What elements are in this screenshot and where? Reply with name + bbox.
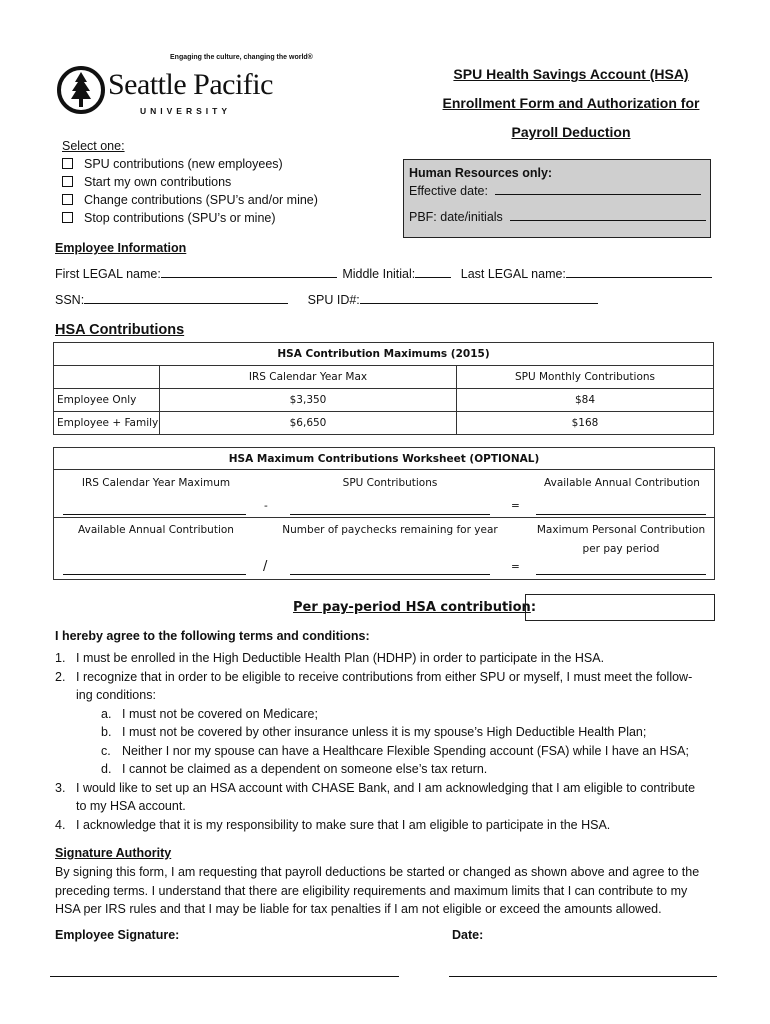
checkbox[interactable] [62,212,73,223]
hsa-worksheet: HSA Maximum Contributions Worksheet (OPTIONAL) IRS Calendar Year Maximum SPU Contributions Available Annual Contribution - = Available Annual Contribution Number of paychecks remaining for year Maximum Personal Contribution per pay period / = [53,447,715,580]
first-name-label: First LEGAL name: [55,267,161,281]
list-item: 1. I must be enrolled in the High Deductible Health Plan (HDHP) in order to participate in the HSA. [55,651,605,665]
list-item: 4. I acknowledge that it is my responsibility to make sure that I am eligible to participate in the HSA. [55,817,611,832]
terms-list: 1. I must be enrolled in the High Deductible Health Plan (HDHP) in order to participate in the HSA. 2. I recognize that in order to be eligible to receive contributions from either SPU or myself, I must meet the follow- ing conditions: a. I must not be covered on Medicare; b. I must not be covered by other insurance unless it is my spouse’s High Deductible Health Plan; c. Neither I nor my spouse can have a Healthcare Flexible Spending account (FSA) while I have an HSA; d. I cannot be claimed as a dependent on someone else’s tax return. 3. I would like to set up an HSA account with CHASE Bank, and I am acknowledging that I am eligible to contribute to my HSA account. 4. I acknowledge that it is my responsibility to make sure that I am eligible to participate in the HSA. [55,649,735,834]
middle-initial-label: Middle Initial: [342,267,416,281]
ssn-label: SSN: [55,293,85,307]
option-stop[interactable]: Stop contributions (SPU’s or mine) [62,209,318,227]
spu-contrib-input[interactable] [290,514,490,515]
hr-heading: Human Resources only: [409,166,553,180]
seal-icon [57,64,105,116]
per-period-input[interactable] [525,594,715,621]
col-irs-header: IRS Calendar Year Max [160,366,457,389]
middle-initial-input[interactable] [415,266,451,278]
list-item: d. I cannot be claimed as a dependent on someone else’s tax return. [101,762,488,776]
list-item: 2. I recognize that in order to be eligible to receive contributions from either SPU or myself, I must meet the follow- [55,669,693,684]
list-item: c. Neither I nor my spouse can have a Healthcare Flexible Spending account (FSA) while I have an HSA; [101,743,689,758]
list-item: a. I must not be covered on Medicare; [101,706,318,721]
date-input[interactable] [449,976,717,977]
logo-name: Seattle Pacific [108,68,273,101]
table-row: Employee + Family $6,650 $168 [54,412,714,435]
option-spu-contributions[interactable]: SPU contributions (new employees) [62,155,318,173]
checkbox[interactable] [62,158,73,169]
select-options [62,155,318,227]
option-change[interactable]: Change contributions (SPU’s and/or mine) [62,191,318,209]
select-heading: Select one: [62,139,125,153]
last-name-input[interactable] [566,266,712,278]
signature-paragraph: By signing this form, I am requesting that payroll deductions be started or changed as shown above and agree to the preceding terms. I understand that there are eligibility requirements and maximum limits that I can contribute to my HSA per IRS rules and that I may be liable for tax penalties if I am not eligible or exceed the amounts allowed. [55,865,700,916]
employee-info-heading: Employee Information [55,241,187,255]
employee-signature-label: Employee Signature: [55,928,180,942]
col-spu-header: SPU Monthly Contributions [457,366,714,389]
spu-id-input[interactable] [360,292,598,304]
first-name-input[interactable] [161,266,337,278]
checkbox[interactable] [62,194,73,205]
form-title-line2: Enrollment Form and Authorization for [442,95,700,111]
date-label: Date: [452,928,484,942]
terms-heading: I hereby agree to the following terms and conditions: [55,629,370,643]
logo [54,54,313,122]
ssn-input[interactable] [84,292,288,304]
checkbox[interactable] [62,176,73,187]
list-item: b. I must not be covered by other insurance unless it is my spouse’s High Deductible Health Plan; [101,725,647,739]
form-title-line3: Payroll Deduction [511,124,631,140]
worksheet-title: HSA Maximum Contributions Worksheet (OPTIONAL) [228,453,540,465]
ssn-row [55,292,598,307]
pbf-field[interactable]: PBF: date/initials [409,209,706,224]
irs-max-input[interactable] [63,514,246,515]
effective-date-field[interactable]: Effective date: [409,183,701,198]
logo-sub: UNIVERSITY [140,106,232,116]
last-name-label: Last LEGAL name: [460,267,566,281]
hr-only-box [403,159,711,238]
logo-tagline: Engaging the culture, changing the world® [170,54,313,61]
signature-heading: Signature Authority [55,846,172,860]
per-period-label: Per pay-period HSA contribution: [293,600,537,615]
available-annual-input-2[interactable] [63,574,246,575]
option-start-own[interactable]: Start my own contributions [62,173,318,191]
hsa-max-table [53,342,714,435]
employee-signature-input[interactable] [50,976,399,977]
name-row [55,266,712,281]
available-annual-input[interactable] [536,514,706,515]
hsa-heading: HSA Contributions [55,322,185,338]
table-row: Employee Only $3,350 $84 [54,389,714,412]
spu-id-label: SPU ID#: [307,293,360,307]
form-title-line1: SPU Health Savings Account (HSA) [453,66,689,82]
paychecks-remaining-input[interactable] [290,574,490,575]
list-item: 3. I would like to set up an HSA account with CHASE Bank, and I am acknowledging that I am eligible to contribute [55,780,696,795]
max-personal-input[interactable] [536,574,706,575]
max-table-title: HSA Contribution Maximums (2015) [54,343,714,366]
